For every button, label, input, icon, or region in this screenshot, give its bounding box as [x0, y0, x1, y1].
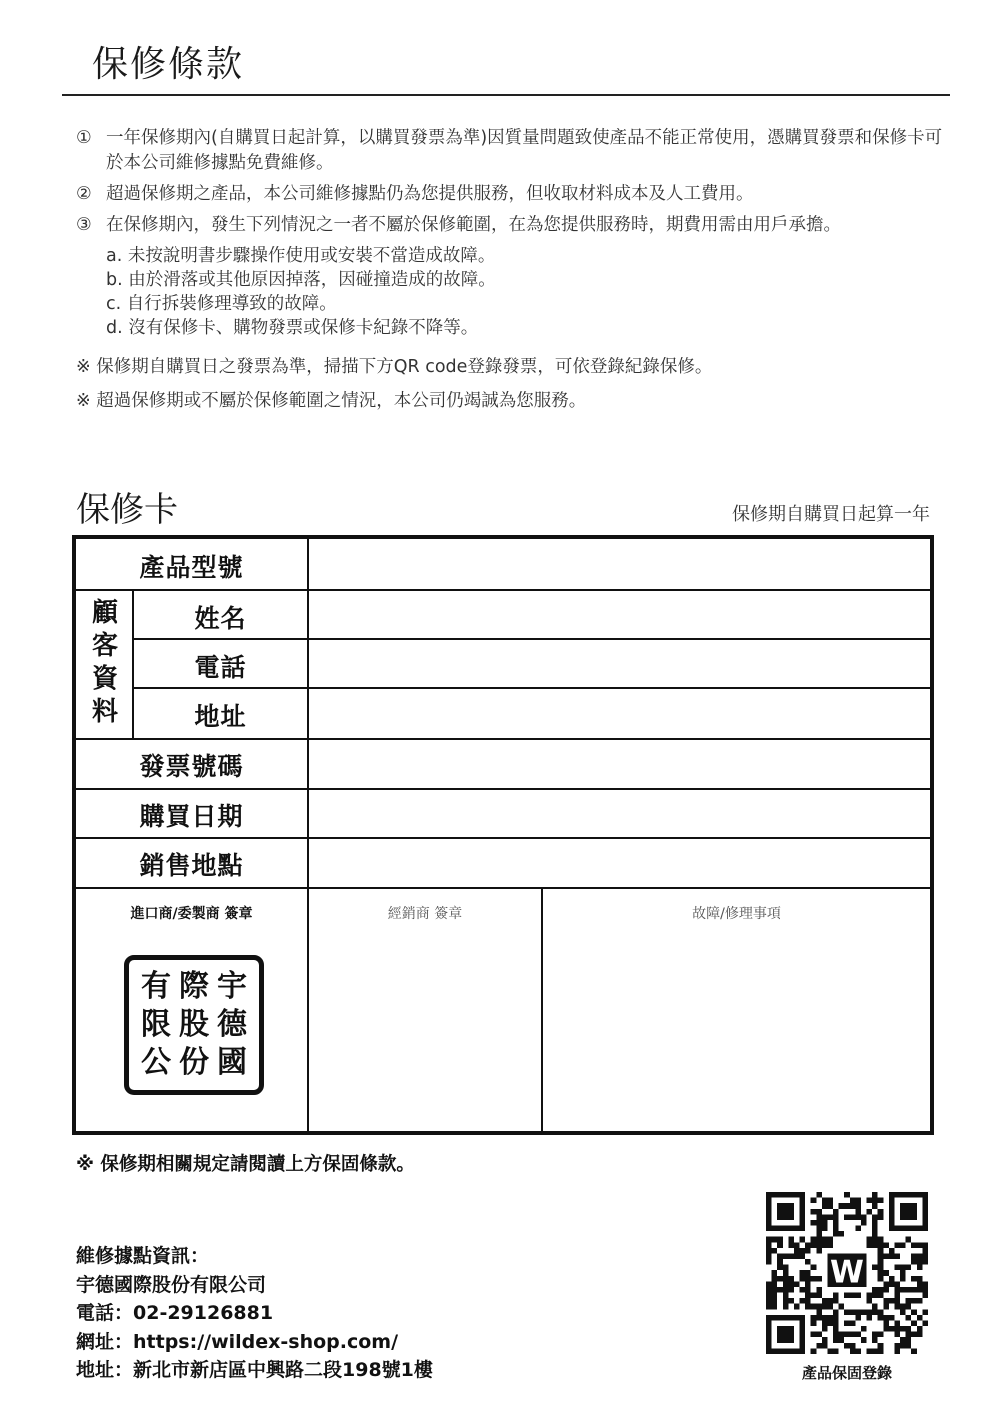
customer-label-char: 客 — [91, 631, 118, 661]
company-name: 宇德國際股份有限公司 — [76, 1273, 267, 1296]
note-item: ※ 保修期自購買日之發票為準，掃描下方QR code登錄發票，可依登錄紀錄保修。 — [76, 357, 713, 377]
row-divider — [76, 837, 930, 839]
term-number: ① — [76, 128, 92, 148]
exclusion-item: c. 自行拆裝修理導致的故障。 — [106, 294, 337, 314]
warranty-footnote: ※ 保修期相關規定請閱讀上方保固條款。 — [76, 1154, 415, 1175]
customer-info-label — [82, 597, 128, 729]
warranty-period-text: 保修期自購買日起算一年 — [732, 504, 930, 525]
term-number: ② — [76, 184, 92, 204]
row-divider — [76, 738, 930, 740]
term-item — [76, 182, 946, 207]
qr-caption: 產品保固登錄 — [801, 1364, 892, 1382]
contact-website: 網址：https://wildex-shop.com/ — [76, 1330, 399, 1353]
contact-phone: 電話：02-29126881 — [76, 1302, 274, 1324]
importer-stamp-cell — [76, 889, 307, 1131]
customer-label-char: 顧 — [91, 598, 118, 628]
repair-notes-label: 故障/修理事項 — [692, 906, 781, 922]
row-divider — [76, 788, 930, 790]
exclusion-item: b. 由於滑落或其他原因掉落，因碰撞造成的故障。 — [106, 270, 496, 290]
term-text: 在保修期內，發生下列情況之一者不屬於保修範圍，在為您提供服務時，期費用需由用戶承擔。 — [106, 215, 841, 235]
model-label: 產品型號 — [139, 553, 244, 582]
exclusion-item: d. 沒有保修卡、購物發票或保修卡紀錄不降等。 — [106, 318, 479, 338]
exclusion-item: a. 未按說明書步驟操作使用或安裝不當造成故障。 — [106, 246, 496, 266]
warranty-card-form — [72, 535, 934, 1135]
sales-location-label: 銷售地點 — [139, 851, 244, 880]
exclusion-list — [106, 244, 946, 340]
dealer-stamp-label: 經銷商 簽章 — [387, 906, 463, 922]
note-item: ※ 超過保修期或不屬於保修範圍之情況，本公司仍竭誠為您服務。 — [76, 391, 587, 411]
term-text: 超過保修期之產品，本公司維修據點仍為您提供服務，但收取材料成本及人工費用。 — [106, 184, 754, 204]
term-item — [76, 213, 946, 238]
title-divider — [62, 94, 950, 96]
term-text: 一年保修期內(自購買日起計算，以購買發票為準)因質量問題致使產品不能正常使用，憑購買發票和保修卡可於本公司維修據點免費維修。 — [106, 128, 943, 173]
row-divider — [132, 638, 930, 640]
customer-label-char: 料 — [91, 697, 118, 727]
invoice-number-label: 發票號碼 — [139, 752, 244, 781]
service-contact-info — [76, 1242, 433, 1385]
importer-stamp-label: 進口商/委製商 簽章 — [130, 906, 253, 922]
purchase-date-label: 購買日期 — [139, 802, 244, 831]
contact-address: 地址：新北市新店區中興路二段198號1樓 — [76, 1359, 433, 1381]
warranty-card-title: 保修卡 — [76, 490, 178, 530]
warranty-terms — [76, 126, 946, 422]
contact-heading: 維修據點資訊： — [76, 1245, 210, 1267]
column-divider — [307, 539, 309, 1131]
column-divider — [541, 887, 543, 1131]
term-number: ③ — [76, 215, 92, 235]
name-label: 姓名 — [194, 604, 247, 633]
term-item — [76, 126, 946, 176]
phone-label: 電話 — [194, 653, 247, 682]
row-divider — [76, 589, 930, 591]
page-title: 保修條款 — [92, 44, 245, 85]
customer-label-char: 資 — [91, 664, 118, 694]
company-seal: 有 際 宇 限 股 德 公 份 國 — [124, 955, 264, 1095]
notes — [76, 354, 946, 414]
qr-code[interactable] — [766, 1192, 928, 1354]
address-label: 地址 — [194, 702, 247, 731]
brand-logo-letter: W — [830, 1254, 864, 1291]
row-divider — [132, 687, 930, 689]
